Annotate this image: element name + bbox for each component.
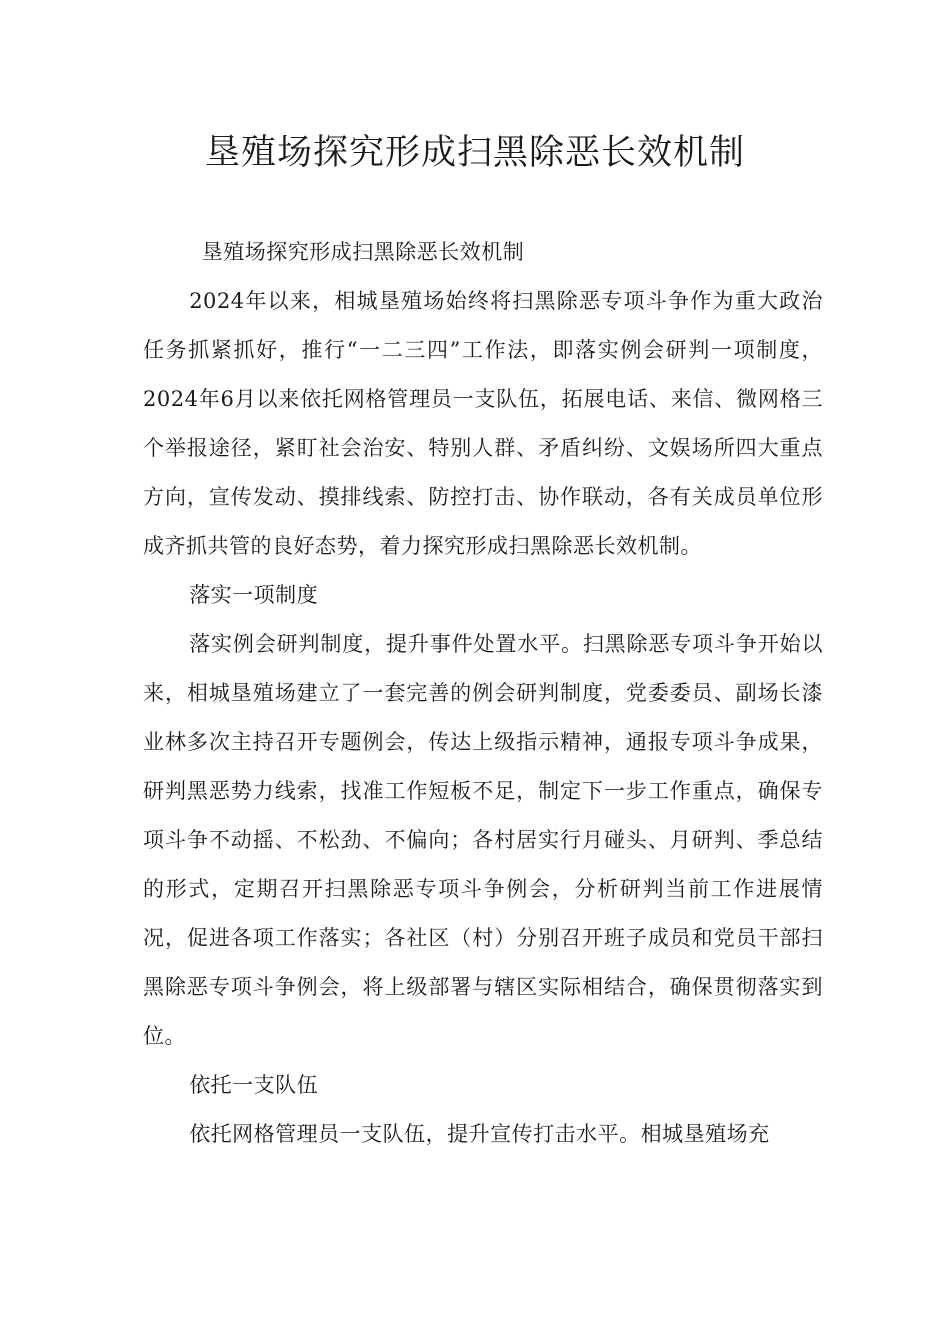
document-body	[143, 228, 823, 1159]
document-subtitle: 垦殖场探究形成扫黑除恶长效机制	[201, 240, 525, 264]
document-title: 垦殖场探究形成扫黑除恶长效机制	[204, 133, 745, 173]
section-heading: 落实一项制度	[189, 583, 319, 607]
section-heading: 依托一支队伍	[189, 1073, 319, 1097]
paragraph-section-1: 落实例会研判制度，提升事件处置水平。扫黑除恶专项斗争开始以来，相城垦殖场建立了一套完善的例会研判制度，党委委员、副场长漆业林多次主持召开专题例会，传达上级指示精神，通报专项斗争成果，研判黑恶势力线索，找准工作短板不足，制定下一步工作重点，确保专项斗争不动摇、不松劲、不偏向；各村居实行月碰头、月研判、季总结的形式，定期召开扫黑除恶专项斗争例会，分析研判当前工作进展情况，促进各项工作落实；各社区（村）分别召开班子成员和党员干部扫黑除恶专项斗争例会，将上级部署与辖区实际相结合，确保贯彻落实到位。	[143, 632, 823, 1048]
paragraph-intro: 2024年以来，相城垦殖场始终将扫黑除恶专项斗争作为重大政治任务抓紧抓好，推行“一二三四”工作法，即落实例会研判一项制度，2024年6月以来依托网格管理员一支队伍，拓展电话、来信、微网格三个举报途径，紧盯社会治安、特别人群、矛盾纠纷、文娱场所四大重点方向，宣传发动、摸排线索、防控打击、协作联动，各有关成员单位形成齐抓共管的良好态势，着力探究形成扫黑除恶长效机制。	[143, 289, 823, 558]
paragraph-section-2: 依托网格管理员一支队伍，提升宣传打击水平。相城垦殖场充	[189, 1122, 770, 1146]
